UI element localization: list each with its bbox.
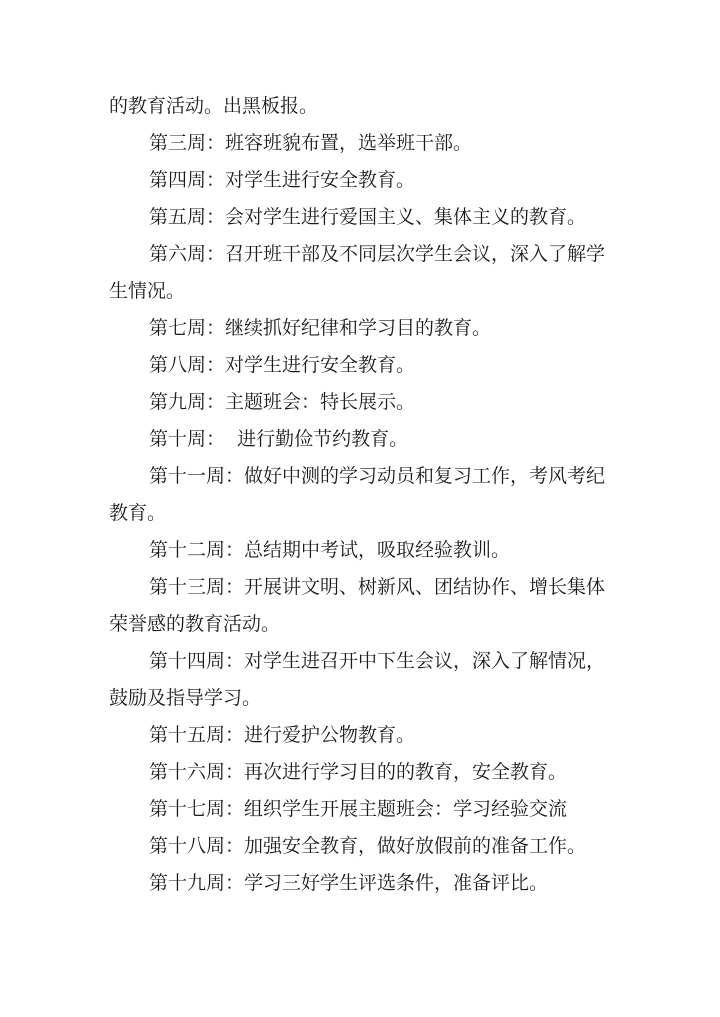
text-line: 第九周：主题班会：特长展示。 <box>149 391 416 413</box>
text-line: 第四周：对学生进行安全教育。 <box>149 169 416 191</box>
document-body <box>109 88 614 902</box>
text-line: 教育。 <box>109 502 167 524</box>
text-line: 第八周：对学生进行安全教育。 <box>149 354 416 376</box>
text-line: 第五周：会对学生进行爱国主义、集体主义的教育。 <box>149 206 587 228</box>
text-line: 第六周：召开班干部及不同层次学生会议，深入了解学 <box>149 243 606 265</box>
text-line: 第十周： 进行勤俭节约教育。 <box>149 428 409 450</box>
text-line: 第十六周：再次进行学习目的的教育，安全教育。 <box>149 761 568 783</box>
text-line: 第十二周：总结期中考试，吸取经验教训。 <box>149 539 511 561</box>
text-line: 第十八周：加强安全教育，做好放假前的准备工作。 <box>149 835 587 857</box>
text-line: 第三周：班容班貌布置，选举班干部。 <box>149 132 473 154</box>
text-line: 第十九周：学习三好学生评选条件，准备评比。 <box>149 872 549 894</box>
text-line: 生情况。 <box>109 280 186 302</box>
text-line: 的教育活动。出黑板报。 <box>109 95 319 117</box>
text-line: 第十四周：对学生进召开中下生会议，深入了解情况， <box>149 650 606 672</box>
text-line: 第七周：继续抓好纪律和学习目的教育。 <box>149 317 492 339</box>
text-line: 第十三周：开展讲文明、树新风、团结协作、增长集体 <box>149 576 606 598</box>
text-line: 第十一周：做好中测的学习动员和复习工作，考风考纪 <box>149 465 606 487</box>
text-line: 第十五周：进行爱护公物教育。 <box>149 724 416 746</box>
text-line: 鼓励及指导学习。 <box>109 687 262 709</box>
text-line: 第十七周：组织学生开展主题班会：学习经验交流 <box>149 798 568 820</box>
text-line: 荣誉感的教育活动。 <box>109 613 281 635</box>
